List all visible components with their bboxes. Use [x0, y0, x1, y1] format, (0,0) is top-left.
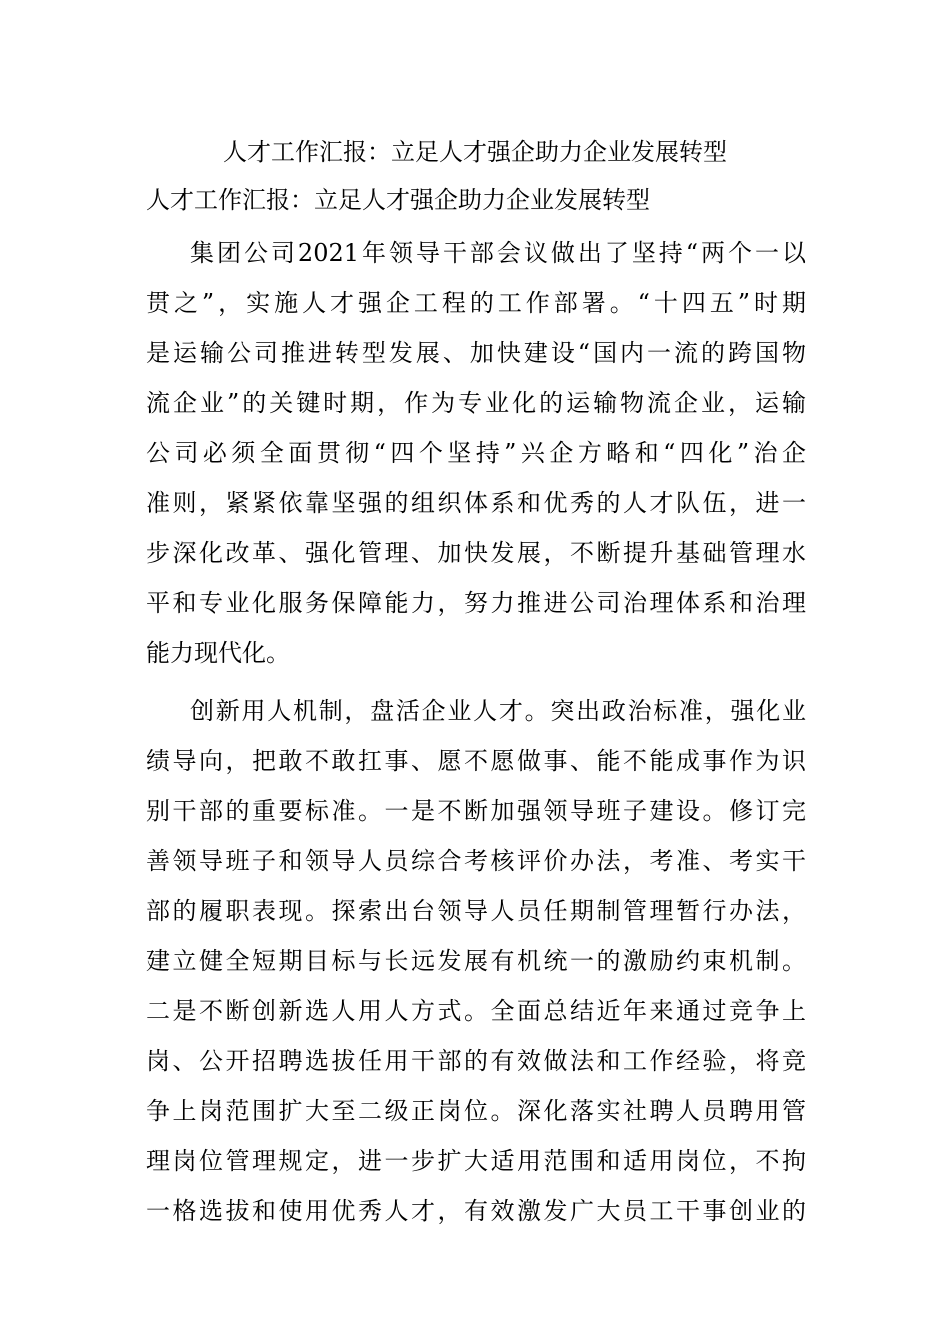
paragraph-line: 建立健全短期目标与长远发展有机统一的激励约束机制。 [146, 947, 806, 975]
paragraph-line: 公司必须全面贯彻“四个坚持”兴企方略和“四化”治企 [146, 439, 806, 467]
paragraph-line: 争上岗范围扩大至二级正岗位。深化落实社聘人员聘用管 [146, 1097, 806, 1125]
document-title-centered: 人才工作汇报：立足人才强企助力企业发展转型 [223, 138, 727, 166]
paragraph-line: 一格选拔和使用优秀人才，有效激发广大员工干事创业的 [146, 1197, 806, 1225]
paragraph-gap [146, 678, 806, 686]
paragraph-line: 部的履职表现。探索出台领导人员任期制管理暂行办法， [146, 897, 806, 925]
paragraph-line: 理岗位管理规定，进一步扩大适用范围和适用岗位，不拘 [146, 1147, 806, 1175]
paragraph-line: 是运输公司推进转型发展、加快建设“国内一流的跨国物 [146, 339, 806, 367]
paragraph-line: 二是不断创新选人用人方式。全面总结近年来通过竞争上 [146, 997, 806, 1025]
paragraph-line: 岗、公开招聘选拔任用干部的有效做法和工作经验，将竞 [146, 1047, 806, 1075]
paragraph-line: 准则，紧紧依靠坚强的组织体系和优秀的人才队伍，进一 [146, 489, 806, 517]
paragraph-line: 集团公司2021年领导干部会议做出了坚持“两个一以 [190, 239, 806, 267]
document-body [146, 228, 806, 1236]
document-title-left: 人才工作汇报：立足人才强企助力企业发展转型 [146, 186, 650, 214]
paragraph-line: 平和专业化服务保障能力，努力推进公司治理体系和治理 [146, 589, 806, 617]
paragraph-2 [146, 686, 806, 1236]
paragraph-line: 善领导班子和领导人员综合考核评价办法，考准、考实干 [146, 847, 806, 875]
paragraph-line: 创新用人机制，盘活企业人才。突出政治标准，强化业 [190, 697, 806, 725]
paragraph-line: 流企业”的关键时期，作为专业化的运输物流企业，运输 [146, 389, 806, 417]
paragraph-line: 贯之”，实施人才强企工程的工作部署。“十四五”时期 [146, 289, 806, 317]
paragraph-line: 步深化改革、强化管理、加快发展，不断提升基础管理水 [146, 539, 806, 567]
paragraph-line: 绩导向，把敢不敢扛事、愿不愿做事、能不能成事作为识 [146, 747, 806, 775]
paragraph-1 [146, 228, 806, 678]
paragraph-line: 能力现代化。 [146, 639, 290, 667]
paragraph-line: 别干部的重要标准。一是不断加强领导班子建设。修订完 [146, 797, 806, 825]
